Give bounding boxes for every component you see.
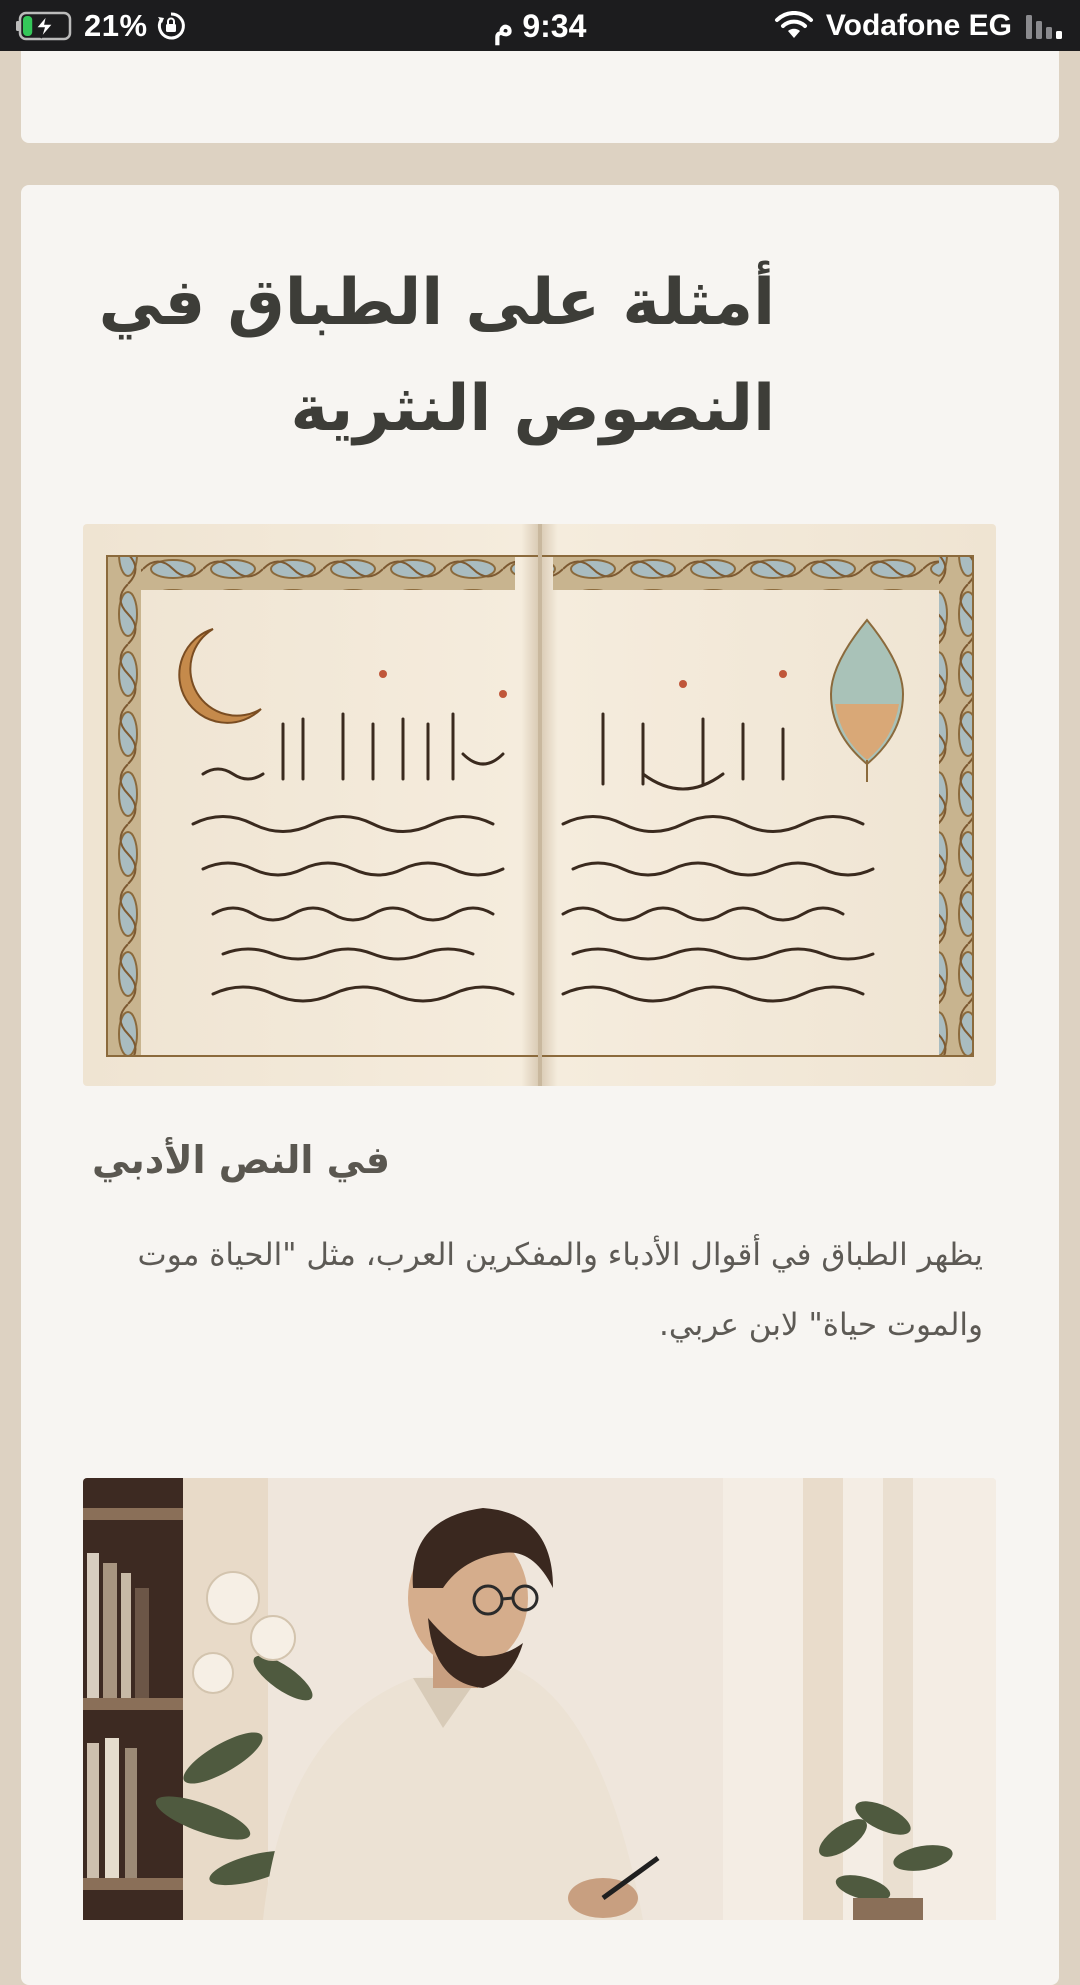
wifi-icon	[774, 11, 814, 41]
previous-card	[21, 51, 1059, 143]
illuminated-manuscript-image	[83, 524, 996, 1086]
section-heading: في النص الأدبي	[92, 1138, 390, 1182]
battery-percent: 21%	[84, 8, 148, 43]
writer-illustration-image	[83, 1478, 996, 1920]
carrier-name: Vodafone EG	[825, 9, 1012, 42]
status-bar-right	[774, 8, 1066, 44]
section-paragraph: يظهر الطباق في أقوال الأدباء والمفكرين العرب، مثل "الحياة موت والموت حياة" لابن عربي.	[137, 1237, 983, 1343]
article-title: أمثلة على الطباق في النصوص النثرية	[98, 266, 775, 446]
status-bar	[0, 0, 1080, 51]
status-time: 9:34 م	[493, 8, 587, 44]
signal-icon	[1024, 11, 1066, 41]
